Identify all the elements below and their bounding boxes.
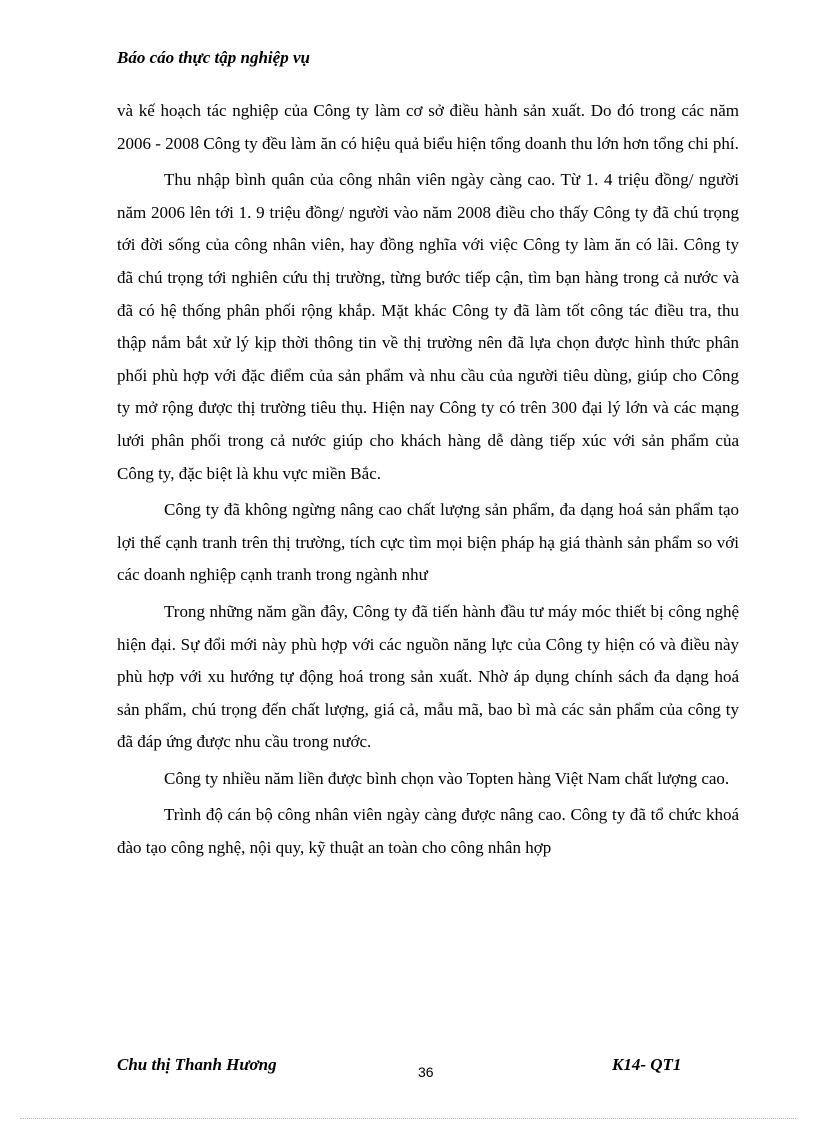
document-header-title: Báo cáo thực tập nghiệp vụ (117, 48, 310, 67)
paragraph-continuation: và kế hoạch tác nghiệp của Công ty làm cơ sở điều hành sản xuất. Do đó trong các năm 2006 - 2008 Công ty đều làm ăn có hiệu quả biểu hiện tổng doanh thu lớn hơn tổng chi phí. (117, 101, 739, 153)
footer-author: Chu thị Thanh Hương (117, 1055, 277, 1074)
footer-page-number: 36 (418, 1064, 434, 1080)
paragraph-topten: Công ty nhiều năm liền được bình chọn vào Topten hàng Việt Nam chất lượng cao. (164, 768, 730, 788)
paragraph-income: Thu nhập bình quân của công nhân viên ngày càng cao. Từ 1. 4 triệu đồng/ người năm 2006 lên tới 1. 9 triệu đồng/ người vào năm 2008 điều cho thấy Công ty đã chú trọng tới đời sống của công nhân viên, hay đồng nghĩa với việc Công ty làm ăn có lãi. Công ty đã chú trọng tới nghiên cứu thị trường, từng bước tiếp cận, tìm bạn hàng trong cả nước và đã có hệ thống phân phối rộng khắp. Mặt khác Công ty đã làm tốt công tác điều tra, thu thập nắm bắt xử lý kịp thời thông tin về thị trường nên đã lựa chọn được hình thức phân phối phù hợp với đặc điểm của sản phẩm và nhu cầu của người tiêu dùng, giúp cho Công ty mở rộng được thị trường tiêu thụ. Hiện nay Công ty có trên 300 đại lý lớn và các mạng lưới phân phối trong cả nước giúp cho khách hàng dễ dàng tiếp xúc với sản phẩm của Công ty, đặc biệt là khu vực miền Bắc. (117, 170, 739, 483)
paragraph-investment: Trong những năm gần đây, Công ty đã tiến hành đầu tư máy móc thiết bị công nghệ hiện đại. Sự đổi mới này phù hợp với các nguồn năng lực của Công ty hiện có và điều này phù hợp với xu hướng tự động hoá trong sản xuất. Nhờ áp dụng chính sách đa dạng hoá sản phẩm, chú trọng đến chất lượng, giá cả, mẫu mã, bao bì mà các sản phẩm của công ty đã đáp ứng được nhu cầu trong nước. (117, 601, 739, 752)
footer-class-code: K14- QT1 (612, 1055, 682, 1074)
document-body (117, 95, 739, 869)
paragraph-training: Trình độ cán bộ công nhân viên ngày càng được nâng cao. Công ty đã tổ chức khoá đào tạo công nghệ, nội quy, kỹ thuật an toàn cho công nhân hợp (117, 805, 739, 858)
paragraph-quality: Công ty đã không ngừng nâng cao chất lượng sản phẩm, đa dạng hoá sản phẩm tạo lợi thế cạnh tranh trên thị trường, tích cực tìm mọi biện pháp hạ giá thành sản phẩm so với các doanh nghiệp cạnh tranh trong ngành như (117, 500, 739, 585)
page-bottom-border (20, 1118, 796, 1119)
